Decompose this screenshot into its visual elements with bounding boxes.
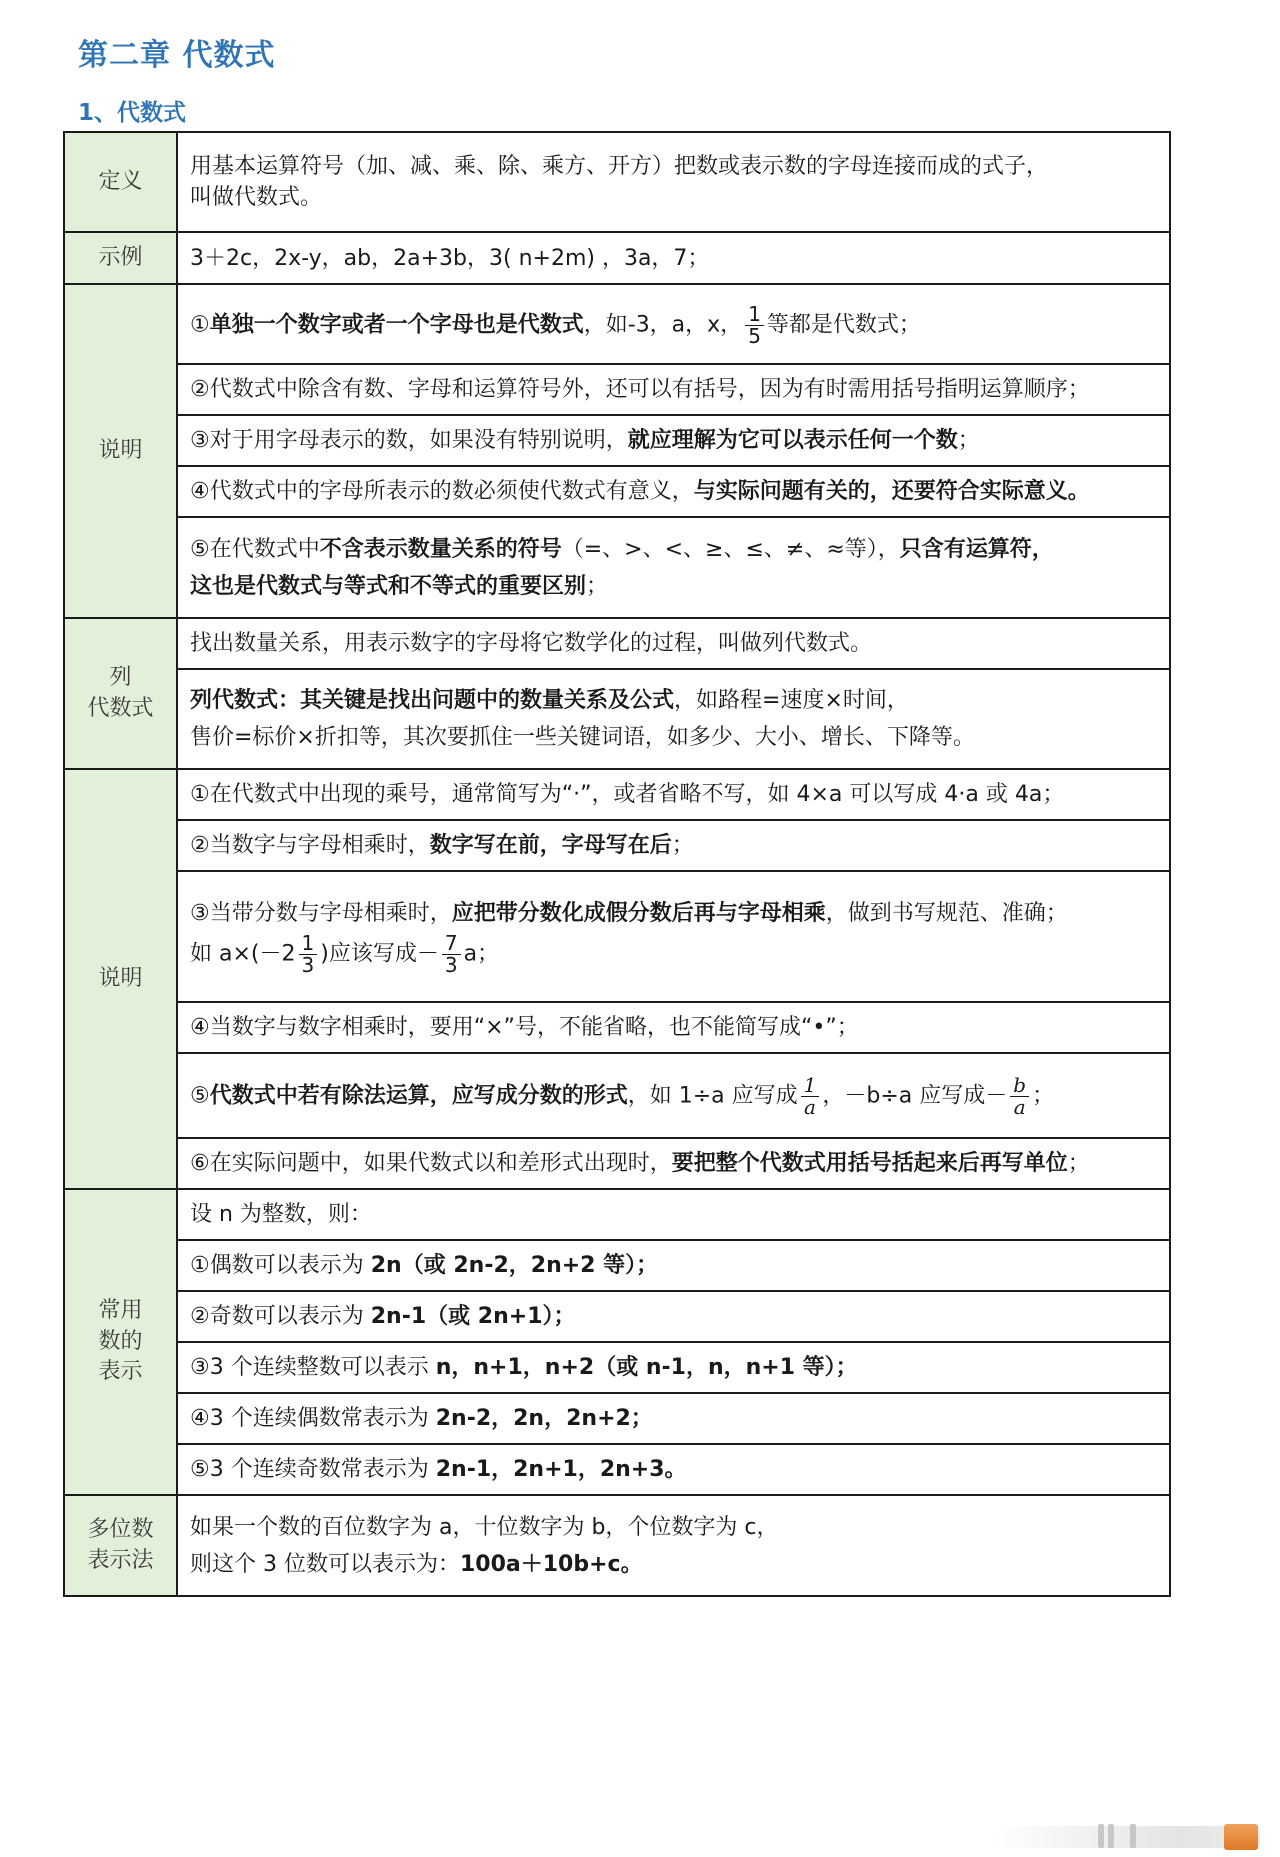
fraction-seven-thirds <box>442 933 461 976</box>
table-row-common-item4 <box>64 1393 1170 1444</box>
table-row-note2-item3 <box>64 871 1170 1002</box>
common-item-1-bold: 2n（或 2n-2，2n+2 等）； <box>370 1253 659 1279</box>
definition-line-2: 叫做代数式。 <box>190 185 323 210</box>
note1-item-5-bold-3: 这也是代数式与等式和不等式的重要区别 <box>190 573 587 599</box>
common-item-4 <box>177 1393 1170 1444</box>
fraction-b-over-a <box>1010 1075 1029 1118</box>
common-item-3-bold: n，n+1，n+2（或 n-1，n，n+1 等）； <box>435 1355 858 1381</box>
scroll-tick <box>1098 1824 1104 1848</box>
note2-item-2-a: ②当数字与字母相乘时， <box>190 833 430 859</box>
row-label-example: 示例 <box>64 232 177 284</box>
multi-digit-line-1: 如果一个数的百位数字为 a，十位数字为 b，个位数字为 c， <box>190 1514 779 1540</box>
common-item-0: 设 n 为整数，则： <box>177 1189 1170 1240</box>
note1-item-5-c: （=、>、<、≥、≤、≠、≈等）， <box>561 536 900 562</box>
note2-item-2-bold: 数字写在前，字母写在后 <box>429 833 672 859</box>
note1-item-4 <box>177 466 1170 517</box>
row-label-common-line-1: 常用 <box>98 1297 143 1323</box>
fraction-one-third <box>299 933 318 976</box>
note1-item-3-a: ③对于用字母表示的数，如果没有特别说明， <box>190 428 628 454</box>
common-item-5-a: ⑤3 个连续奇数常表示为 <box>190 1457 436 1483</box>
row-label-note-1: 说明 <box>64 284 177 618</box>
chapter-title: 第二章 代数式 <box>78 38 276 73</box>
note2-item-3-a: ③当带分数与字母相乘时， <box>190 900 452 926</box>
table-row-common-item0 <box>64 1189 1170 1240</box>
note2-item-3-line-1 <box>190 899 1157 930</box>
fraction-numerator: 1 <box>299 933 318 955</box>
note1-item-1-a: ① <box>190 312 210 337</box>
scroll-tick <box>1108 1824 1114 1848</box>
table-row-example <box>64 232 1170 284</box>
note2-item-3-d: 如 a×(－2 <box>190 941 296 967</box>
common-item-2 <box>177 1291 1170 1342</box>
fraction-denominator: 5 <box>748 323 761 348</box>
note1-item-4-bold: 与实际问题有关的，还要符合实际意义。 <box>693 479 1090 505</box>
note2-item-1: ①在代数式中出现的乘号，通常简写为“·”，或者省略不写，如 4×a 可以写成 4·a 或 4a； <box>177 769 1170 820</box>
table-row-definition <box>64 132 1170 232</box>
scroll-track[interactable] <box>992 1826 1260 1848</box>
common-item-3-a: ③3 个连续整数可以表示 <box>190 1355 436 1381</box>
common-item-2-a: ②奇数可以表示为 <box>190 1304 371 1330</box>
table-row-note2-item2 <box>64 820 1170 871</box>
note1-item-5-line-2 <box>190 572 1157 603</box>
note1-item-4-a: ④代数式中的字母所表示的数必须使代数式有意义， <box>190 479 694 505</box>
note1-item-1-c: ，如-3，a，x， <box>583 312 743 337</box>
table-row-note2-item5 <box>64 1053 1170 1138</box>
table-row-note1-item4 <box>64 466 1170 517</box>
fraction-one-fifth <box>745 301 764 348</box>
multi-digit-cell <box>177 1495 1170 1596</box>
table-row-multi-digit <box>64 1495 1170 1596</box>
table-row-note1-item3 <box>64 415 1170 466</box>
row-label-multi-line-1: 多位数 <box>87 1516 154 1542</box>
note2-item-6-c: ； <box>1067 1151 1090 1177</box>
note1-item-5-bold-2: 只含有运算符， <box>899 536 1054 562</box>
scroll-thumb[interactable] <box>1224 1824 1258 1850</box>
fraction-numerator: 7 <box>442 933 461 955</box>
fraction-numerator: 1 <box>745 304 764 326</box>
note2-item-2-c: ； <box>671 833 694 859</box>
lie-item-1: 找出数量关系，用表示数字的字母将它数学化的过程，叫做列代数式。 <box>177 618 1170 669</box>
common-item-1 <box>177 1240 1170 1291</box>
table-row-note2-item4 <box>64 1002 1170 1053</box>
table-row-note1-item5 <box>64 517 1170 618</box>
note2-item-5-a: ⑤ <box>190 1083 210 1109</box>
row-label-definition: 定义 <box>64 132 177 232</box>
fraction-one-over-a <box>801 1075 820 1118</box>
row-label-lie-line-1: 列 <box>109 664 132 690</box>
note2-item-5-f: ； <box>1032 1083 1055 1109</box>
note1-item-5-bold-1: 不含表示数量关系的符号 <box>319 536 562 562</box>
note1-item-3-bold: 就应理解为它可以表示任何一个数 <box>627 428 958 454</box>
row-label-common-line-3: 表示 <box>98 1359 143 1385</box>
table-row-note2-item6 <box>64 1138 1170 1189</box>
note2-item-3-e: )应该写成－ <box>320 941 439 967</box>
common-item-4-bold: 2n-2，2n，2n+2； <box>435 1406 653 1432</box>
note1-item-3-c: ； <box>957 428 980 454</box>
note1-item-2: ②代数式中除含有数、字母和运算符号外，还可以有括号，因为有时需用括号指明运算顺序； <box>177 364 1170 415</box>
note2-item-2 <box>177 820 1170 871</box>
multi-digit-formula: 100a＋10b+c。 <box>459 1551 643 1577</box>
note2-item-3-c: ，做到书写规范、准确； <box>825 900 1068 926</box>
row-label-multi-digit <box>64 1495 177 1596</box>
multi-digit-line-2 <box>190 1550 1157 1581</box>
note2-item-6 <box>177 1138 1170 1189</box>
note2-item-6-a: ⑥在实际问题中，如果代数式以和差形式出现时， <box>190 1151 672 1177</box>
common-item-3 <box>177 1342 1170 1393</box>
table-row-lie-item2 <box>64 669 1170 769</box>
lie-item-2-line-2: 售价=标价×折扣等，其次要抓住一些关键词语，如多少、大小、增长、下降等。 <box>190 725 975 750</box>
note1-item-5 <box>177 517 1170 618</box>
section-title: 1、代数式 <box>78 100 187 126</box>
table-row-common-item1 <box>64 1240 1170 1291</box>
table-row-note1-item1 <box>64 284 1170 364</box>
definition-cell <box>177 132 1170 232</box>
note2-item-3 <box>177 871 1170 1002</box>
note1-item-5-f: ； <box>586 573 609 599</box>
fraction-numerator: b <box>1010 1075 1029 1097</box>
row-label-common-line-2: 数的 <box>98 1328 143 1354</box>
lie-item-2-bold: 列代数式：其关键是找出问题中的数量关系及公式 <box>190 688 675 714</box>
note2-item-3-f: a； <box>463 941 500 967</box>
note1-item-3 <box>177 415 1170 466</box>
algebraic-expression-table <box>63 131 1171 1597</box>
fraction-numerator: 1 <box>801 1075 820 1097</box>
note1-item-1-bold: 单独一个数字或者一个字母也是代数式 <box>209 312 584 337</box>
page-scroll-indicator[interactable] <box>992 1822 1262 1850</box>
lie-item-2-b: ，如路程=速度×时间， <box>674 688 909 714</box>
table-row-common-item3 <box>64 1342 1170 1393</box>
note2-item-5 <box>177 1053 1170 1138</box>
row-label-note-2: 说明 <box>64 769 177 1189</box>
fraction-denominator: a <box>804 1095 816 1119</box>
note2-item-5-e: ，－b÷a 应写成－ <box>822 1083 1008 1109</box>
note2-item-3-bold: 应把带分数化成假分数后再与字母相乘 <box>451 900 826 926</box>
row-label-common <box>64 1189 177 1495</box>
table-row-lie-item1 <box>64 618 1170 669</box>
row-label-lie <box>64 618 177 769</box>
row-label-multi-line-2: 表示法 <box>87 1547 154 1573</box>
common-item-5-bold: 2n-1，2n+1，2n+3。 <box>435 1457 687 1483</box>
common-item-1-a: ①偶数可以表示为 <box>190 1253 371 1279</box>
scroll-tick <box>1130 1824 1136 1848</box>
table-row-note2-item1 <box>64 769 1170 820</box>
note2-item-5-c: ，如 1÷a 应写成 <box>627 1083 798 1109</box>
fraction-denominator: 3 <box>301 953 315 978</box>
common-item-2-bold: 2n-1（或 2n+1）； <box>370 1304 576 1330</box>
note1-item-5-line-1 <box>190 535 1157 566</box>
note2-item-6-bold: 要把整个代数式用括号括起来后再写单位 <box>671 1151 1068 1177</box>
table-row-common-item5 <box>64 1444 1170 1495</box>
common-item-4-a: ④3 个连续偶数常表示为 <box>190 1406 436 1432</box>
note1-item-1 <box>177 284 1170 364</box>
table-row-note1-item2 <box>64 364 1170 415</box>
note1-item-5-a: ⑤在代数式中 <box>190 536 320 562</box>
table-row-common-item2 <box>64 1291 1170 1342</box>
note1-item-1-d: 等都是代数式； <box>766 312 921 337</box>
fraction-denominator: 3 <box>444 953 458 978</box>
common-item-5 <box>177 1444 1170 1495</box>
definition-line-1: 用基本运算符号（加、减、乘、除、乘方、开方）把数或表示数的字母连接而成的式子， <box>190 154 1049 180</box>
note2-item-5-bold: 代数式中若有除法运算，应写成分数的形式 <box>209 1083 628 1109</box>
fraction-denominator: a <box>1013 1095 1026 1119</box>
lie-item-2 <box>177 669 1170 769</box>
note2-item-3-line-2 <box>190 933 1157 976</box>
lie-item-2-line-1 <box>190 686 1157 717</box>
multi-digit-line-2-a: 则这个 3 位数可以表示为： <box>190 1551 460 1577</box>
example-cell: 3＋2c，2x-y，ab，2a+3b，3( n+2m) ，3a，7； <box>177 232 1170 284</box>
row-label-lie-line-2: 代数式 <box>87 695 154 721</box>
note2-item-4: ④当数字与数字相乘时，要用“×”号，不能省略，也不能简写成“•”； <box>177 1002 1170 1053</box>
